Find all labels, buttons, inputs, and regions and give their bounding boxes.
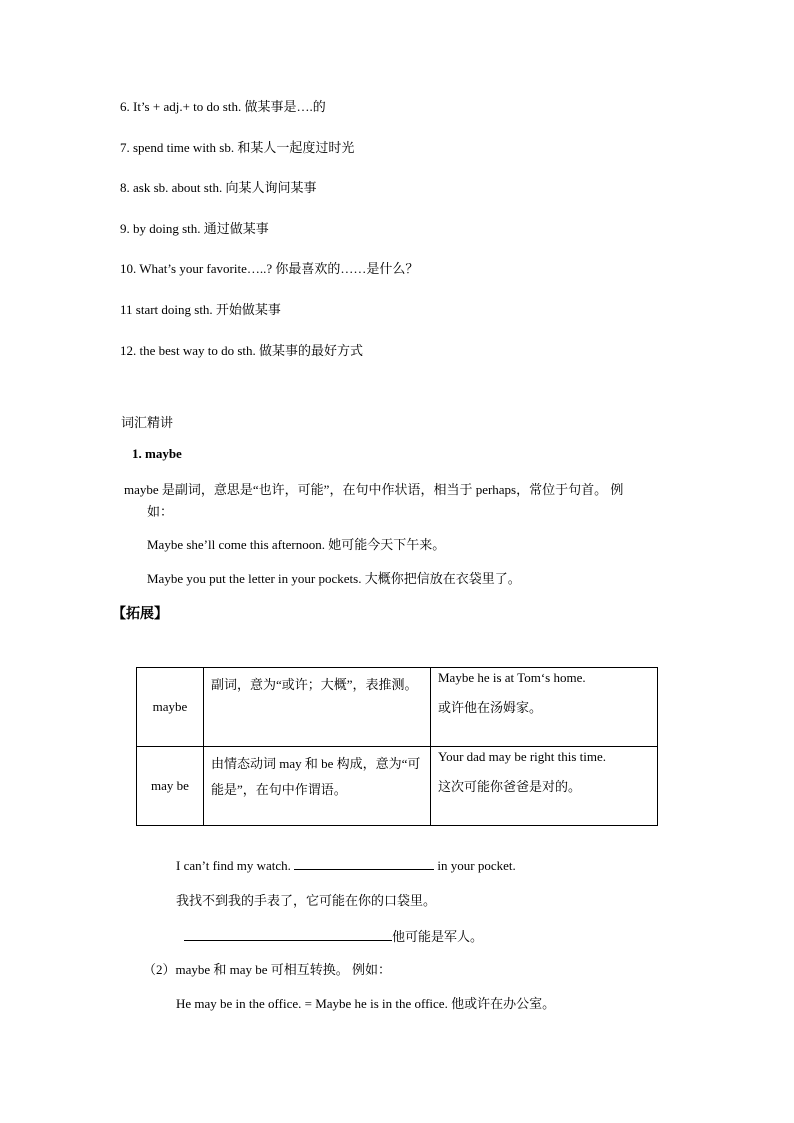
exercise-1-before: I can’t find my watch. <box>176 858 291 873</box>
example-en: Your dad may be right this time. <box>438 749 607 764</box>
table-row <box>137 747 658 826</box>
phrase-8: 8. ask sb. about sth. 向某人询问某事 <box>120 180 317 195</box>
example-sentence-1: Maybe she’ll come this afternoon. 她可能今天下午来。 <box>147 537 446 552</box>
table-row <box>137 668 658 747</box>
phrase-10: 10. What’s your favorite…..? 你最喜欢的……是什么？ <box>120 261 419 276</box>
phrase-7: 7. spend time with sb. 和某人一起度过时光 <box>120 140 355 155</box>
phrase-6: 6. It’s + adj.+ to do sth. 做某事是….的 <box>120 99 326 114</box>
exercise-1-after: in your pocket. <box>434 858 516 873</box>
answer-blank-1[interactable] <box>294 857 434 870</box>
vocab-heading: 词汇精讲 <box>121 415 174 430</box>
final-example: He may be in the office. = Maybe he is in the office. 他或许在办公室。 <box>176 996 556 1011</box>
desc-text: 副词，意为“或许；大概”，表推测。 <box>211 677 418 692</box>
phrase-9: 9. by doing sth. 通过做某事 <box>120 221 269 236</box>
phrase-12: 12. the best way to do sth. 做某事的最好方式 <box>120 343 364 358</box>
expand-label: 【拓展】 <box>112 607 168 622</box>
table-cell-example <box>431 668 658 747</box>
table-cell-word: maybe <box>137 668 204 747</box>
desc-text: 由情态动词 may 和 be 构成，意为“可能是”，在句中作谓语。 <box>211 756 421 797</box>
exercise-2-after: 他可能是军人。 <box>392 929 484 944</box>
table-cell-desc <box>204 668 431 747</box>
explanation-line-1: maybe 是副词，意思是“也许，可能”，在句中作状语，相当于 perhaps，常位于句首。 例 <box>124 482 624 497</box>
table-cell-desc <box>204 747 431 826</box>
item-title: 1. maybe <box>132 446 182 461</box>
example-en: Maybe he is at Tom‘s home. <box>438 670 586 685</box>
exercise-2 <box>184 926 483 945</box>
note-2: （2）maybe 和 may be 可相互转换。 例如： <box>143 962 392 977</box>
answer-blank-2[interactable] <box>184 928 392 941</box>
explanation-line-2: 如： <box>147 504 174 519</box>
table-cell-word: may be <box>137 747 204 826</box>
phrase-11: 11 start doing sth. 开始做某事 <box>120 302 281 317</box>
example-cn: 这次可能你爸爸是对的。 <box>438 779 582 794</box>
table-cell-example <box>431 747 658 826</box>
example-sentence-2: Maybe you put the letter in your pockets. 大概你把信放在衣袋里了。 <box>147 571 521 586</box>
exercise-1 <box>176 857 516 874</box>
exercise-1-translation: 我找不到我的手表了，它可能在你的口袋里。 <box>176 893 437 908</box>
example-cn: 或许他在汤姆家。 <box>438 700 543 715</box>
comparison-table <box>136 667 658 826</box>
